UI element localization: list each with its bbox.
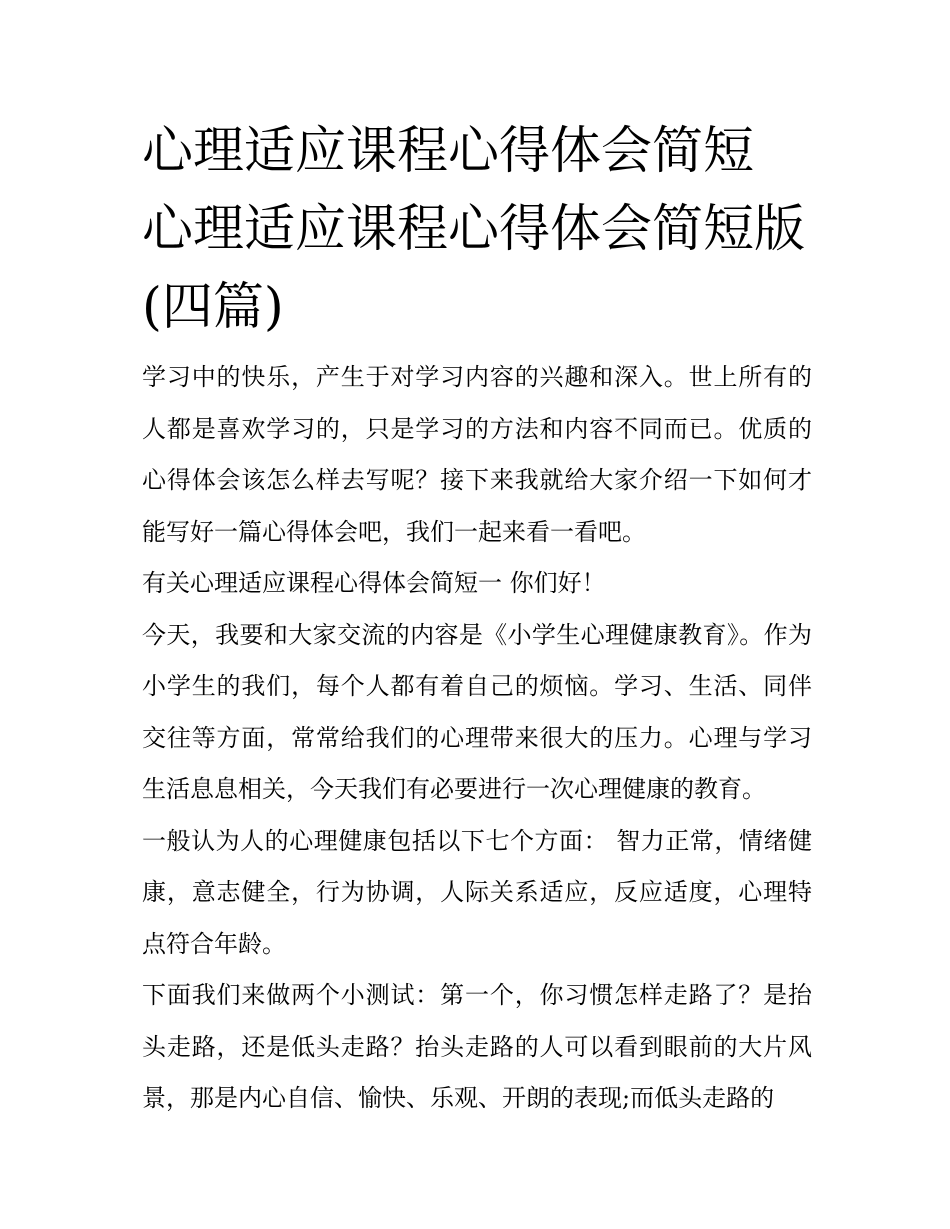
- paragraph-intro: 学习中的快乐，产生于对学习内容的兴趣和深入。世上所有的人都是喜欢学习的，只是学习的方法和内容不同而已。优质的心得体会该怎么样去写呢？接下来我就给大家介绍一下如何才能写好一篇心得体会吧，我们一起来看一看吧。: [142, 363, 812, 546]
- paragraph-mental-health-aspects: 一般认为人的心理健康包括以下七个方面： 智力正常，情绪健康，意志健全，行为协调，人际关系适应，反应适度，心理特点符合年龄。: [142, 826, 812, 958]
- paragraph-tests: 下面我们来做两个小测试：第一个，你习惯怎样走路了？是抬头走路，还是低头走路？抬头走路的人可以看到眼前的大片风景，那是内心自信、愉快、乐观、开朗的表现;而低头走路的: [142, 981, 812, 1112]
- paragraph-speech-topic: 今天，我要和大家交流的内容是《小学生心理健康教育》。作为小学生的我们，每个人都有着自己的烦恼。学习、生活、同伴交往等方面，常常给我们的心理带来很大的压力。心理与学习生活息息相关，今天我们有必要进行一次心理健康的教育。: [142, 620, 812, 803]
- document-title: 心理适应课程心得体会简短 心理适应课程心得体会简短版(四篇): [142, 122, 806, 337]
- paragraph-section-heading: 有关心理适应课程心得体会简短一 你们好！: [142, 569, 606, 597]
- document-body: [142, 352, 812, 1125]
